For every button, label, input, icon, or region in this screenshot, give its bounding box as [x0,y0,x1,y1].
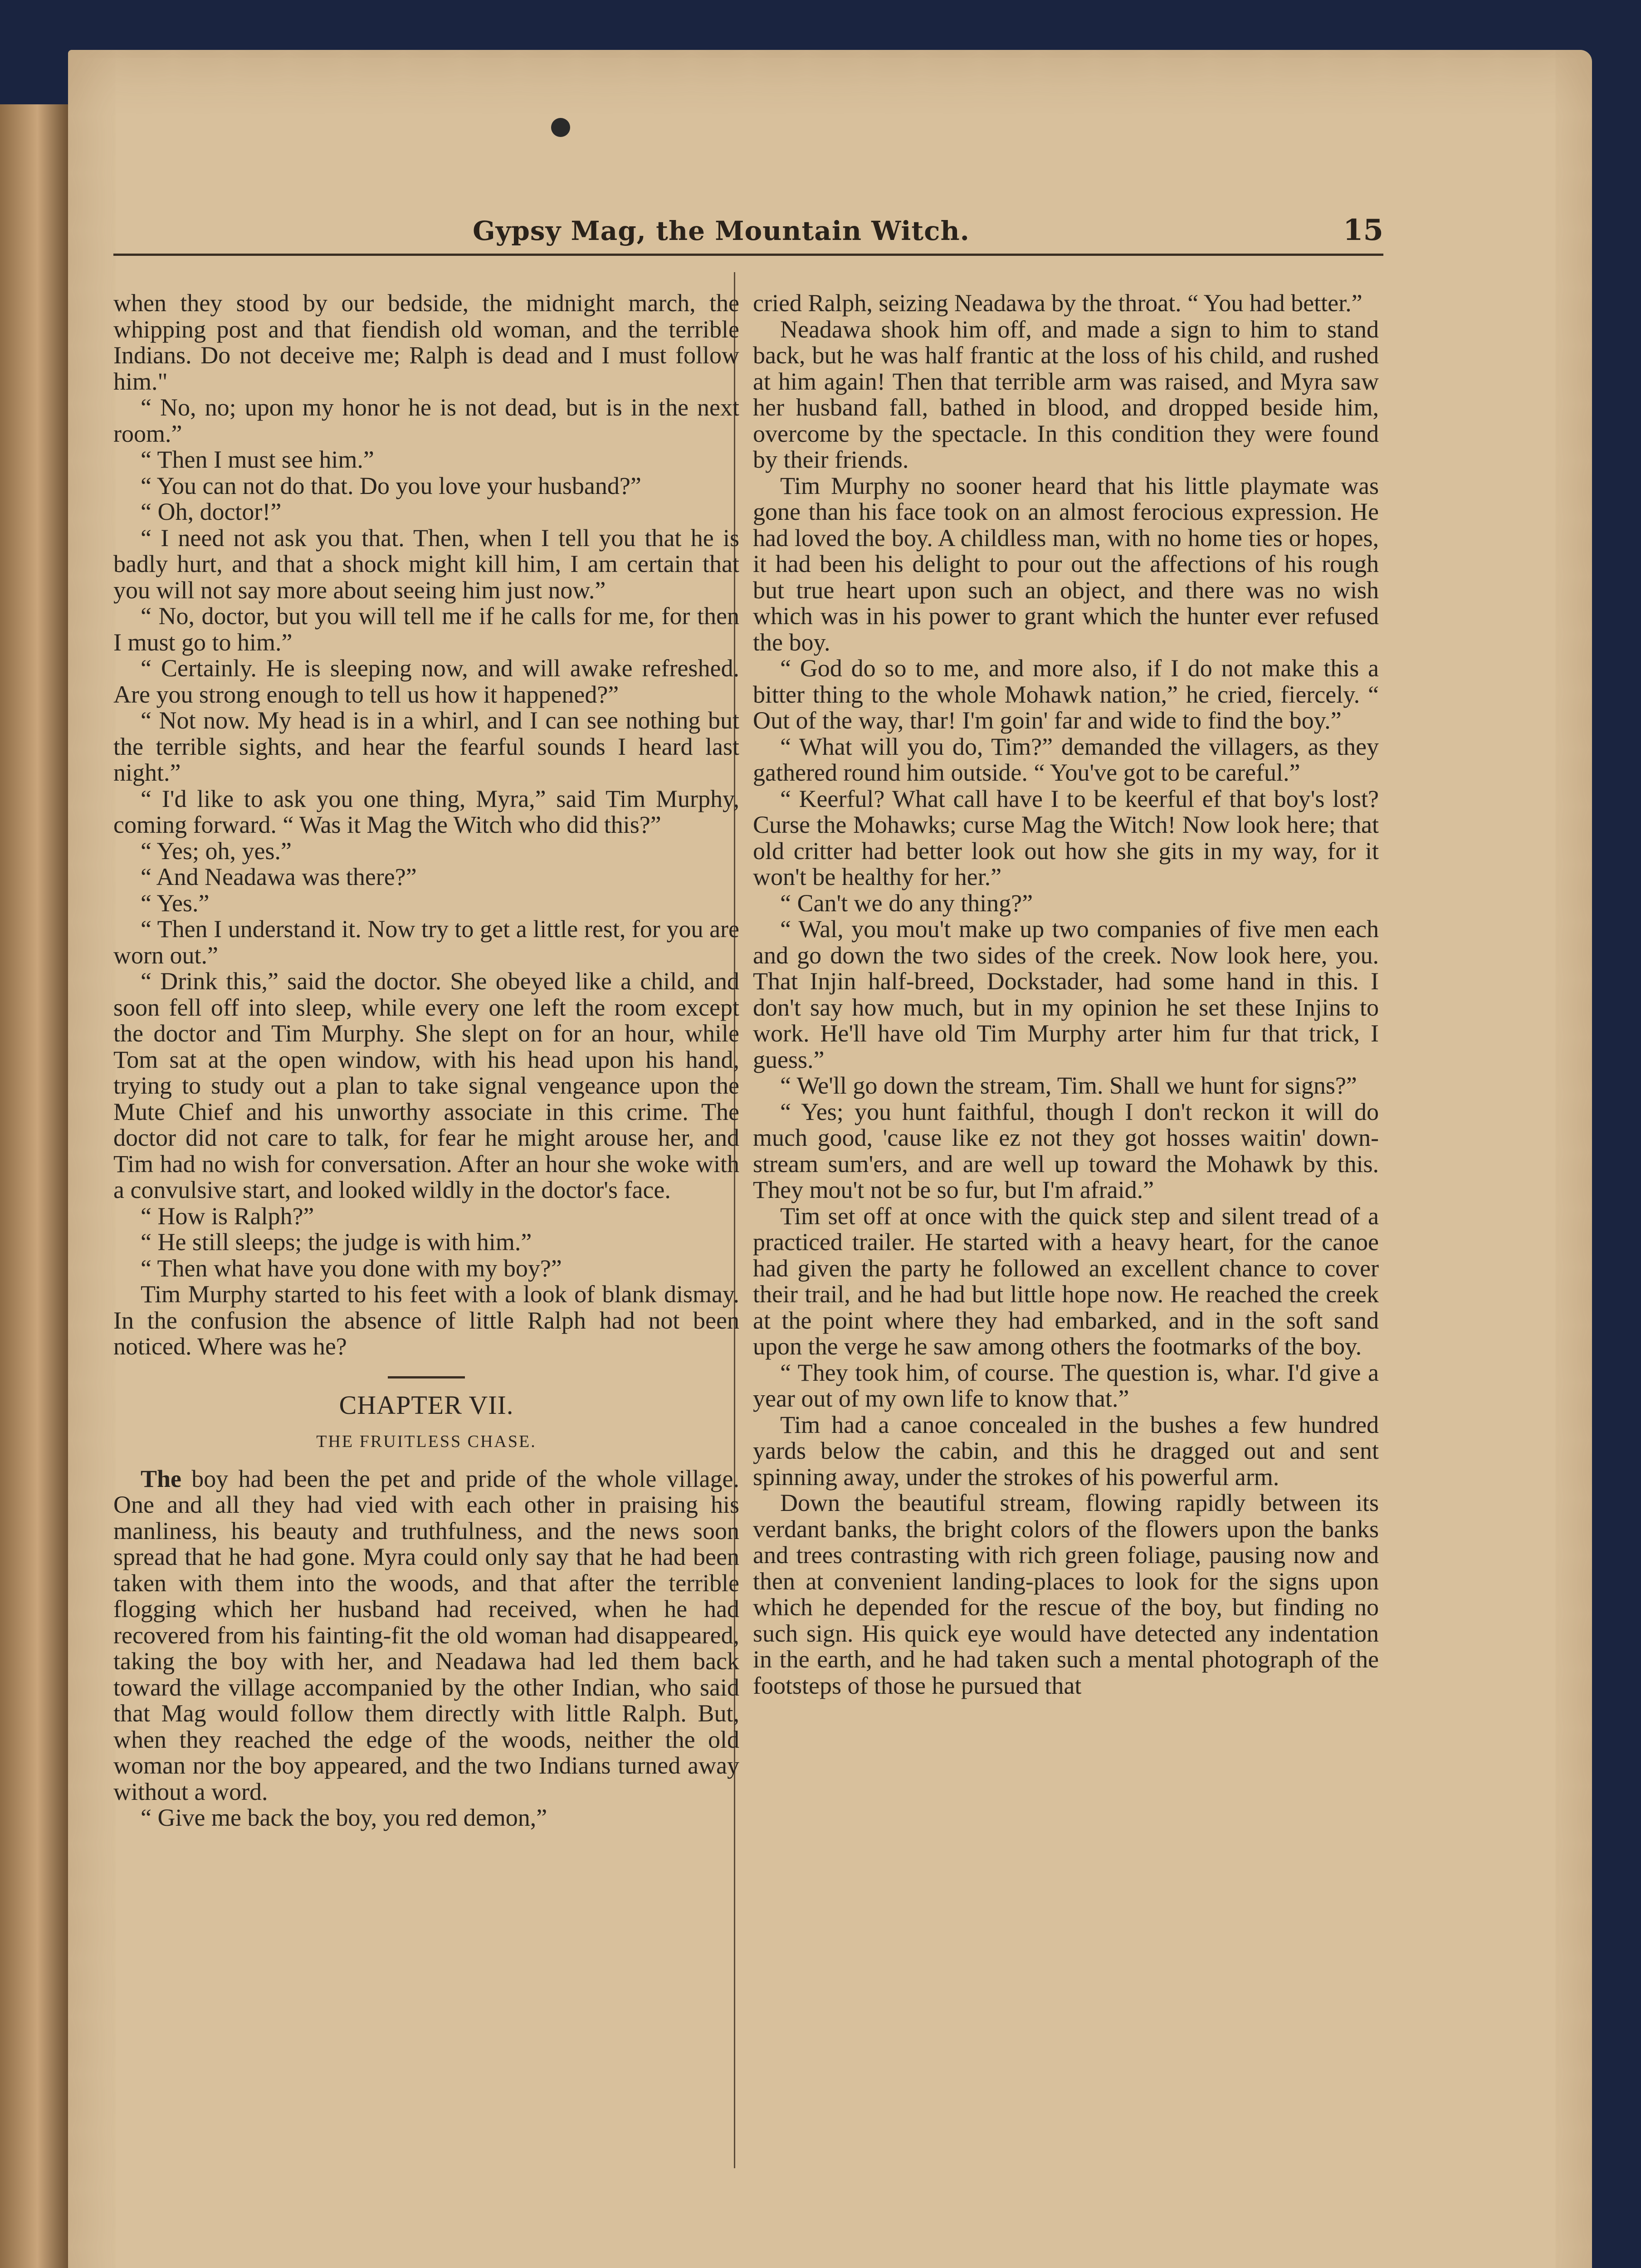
paragraph: “ We'll go down the stream, Tim. Shall we hunt for signs?” [780,1072,1357,1099]
paragraph: “ Yes.” [141,889,210,917]
paragraph: “ Yes; you hunt faithful, though I don't reckon it will do much good, 'cause like ez not they got hosses waitin' down-stream sum'ers, and are well up toward the Mohawk by this. They mou't not be so fur, but I'm afraid.” [753,1098,1379,1203]
paragraph: “ No, doctor, but you will tell me if he calls for me, for then I must go to him.” [113,602,739,656]
paragraph: “ Drink this,” said the doctor. She obeyed like a child, and soon fell off into sleep, while every one left the room except the doctor and Tim Murphy. She slept on for an hour, while Tom sat at the open window, with his head upon his hand, trying to study out a plan to take signal vengeance upon the Mute Chief and his unworthy associate in this crime. The doctor did not care to talk, for fear he might arouse her, and Tim had no wish for conversation. After an hour she woke with a convulsive start, and looked wildly in the doctor's face. [113,968,739,1203]
chapter-subtitle: THE FRUITLESS CHASE. [316,1432,537,1451]
facing-page-edge [0,104,68,2268]
paragraph: “ No, no; upon my honor he is not dead, but is in the next room.” [113,394,739,447]
paragraph: “ Oh, doctor!” [141,498,282,525]
paragraph: “ He still sleeps; the judge is with him.” [141,1228,532,1256]
running-head [113,213,1383,256]
left-column [113,290,739,1831]
paragraph: Tim had a canoe concealed in the bushes a few hundred yards below the cabin, and this he dragged out and sent spinning away, under the strokes of his powerful arm. [753,1411,1379,1491]
paragraph: “ You can not do that. Do you love your husband?” [141,472,641,499]
paragraph: “ Keerful? What call have I to be keerful ef that boy's lost? Curse the Mohawks; curse Mag the Witch! Now look here; that old critter had better look out how she gits in my way, for it won't be healthy for her.” [753,785,1379,890]
chapter-first-word: The [141,1465,182,1492]
paragraph: “ Then I must see him.” [141,446,374,473]
paragraph: “ Give me back the boy, you red demon,” [141,1804,547,1831]
page-title: Gypsy Mag, the Mountain Witch. [473,215,970,246]
paragraph: “ And Neadawa was there?” [141,863,417,890]
paragraph: “ What will you do, Tim?” demanded the villagers, as they gathered round him outside. “ You've got to be careful.” [753,733,1379,786]
paragraph: “ Then I understand it. Now try to get a little rest, for you are worn out.” [113,915,739,969]
right-column [753,290,1379,1699]
page-number: 15 [1343,213,1383,247]
paragraph: Tim set off at once with the quick step and silent tread of a practiced trailer. He started with a heavy heart, for the canoe had given the party he followed an excellent chance to cover their trail, and he had but little hope now. He reached the creek at the point where they had embarked, and in the soft sand upon the verge he saw among others the footmarks of the boy. [753,1202,1379,1360]
chapter-rule [388,1376,465,1378]
paragraph: “ Certainly. He is sleeping now, and will awake refreshed. Are you strong enough to tell us how it happened?” [113,655,739,708]
paragraph: Tim Murphy no sooner heard that his little playmate was gone than his face took on an almost ferocious expression. He had loved the boy. A childless man, with no home ties or hopes, it had been his delight to pour out the affections of his rough but true heart upon such an object, and there was no wish which was in his power to grant which the hunter ever refused the boy. [753,472,1379,656]
paragraph: “ How is Ralph?” [141,1202,314,1230]
binding-hole [551,118,570,137]
chapter-opening-paragraph [113,1466,739,1805]
paragraph: “ Yes; oh, yes.” [141,837,292,865]
paragraph: “ They took him, of course. The question is, whar. I'd give a year out of my own life to know that.” [753,1359,1379,1412]
paragraph: “ Then what have you done with my boy?” [141,1254,562,1282]
paragraph: Tim Murphy started to his feet with a look of blank dismay. In the confusion the absence of little Ralph had not been noticed. Where was he? [113,1281,739,1360]
paragraph: cried Ralph, seizing Neadawa by the throat. “ You had better.” [753,289,1363,317]
paragraph: “ God do so to me, and more also, if I do not make this a bitter thing to the whole Mohawk nation,” he cried, fiercely. “ Out of the way, thar! I'm goin' far and wide to find the boy.” [753,655,1379,734]
paragraph: “ Wal, you mou't make up two companies of five men each and go down the two sides of the creek. Now look here, you. That Injin half-breed, Dockstader, had some hand in this. I don't say how much, but in my opinion he set these Injins to work. He'll have old Tim Murphy arter him fur that trick, I guess.” [753,915,1379,1073]
chapter-paragraph-text: boy had been the pet and pride of the whole village. One and all they had vied with each other in praising his manliness, his beauty and truthfulness, and the news soon spread that he had gone. Myra could only say that he had been taken with them into the woods, and that after the terrible flogging which her husband had received, when he had recovered from his fainting-fit the old woman had disappeared, taking the boy with her, and Neadawa had led them back toward the village accompanied by the other Indian, who said that Mag would follow them directly with little Ralph. But, when they reached the edge of the woods, neither the old woman nor the boy appeared, and the two Indians turned away without a word. [113,1465,739,1805]
paragraph: “ I need not ask you that. Then, when I tell you that he is badly hurt, and that a shock might kill him, I am certain that you will not say more about seeing him just now.” [113,524,739,604]
paragraph: Neadawa shook him off, and made a sign to him to stand back, but he was half frantic at the loss of his child, and rushed at him again! Then that terrible arm was raised, and Myra saw her husband fall, bathed in blood, and dropped beside him, overcome by the spectacle. In this condition they were found by their friends. [753,315,1379,473]
paragraph: Down the beautiful stream, flowing rapidly between its verdant banks, the bright colors of the flowers upon the banks and trees contrasting with rich green foliage, pausing now and then at convenient landing-places to look for the signs upon which he depended for the rescue of the boy, but finding no such sign. His quick eye would have detected any indentation in the earth, and he had taken such a mental photograph of the footsteps of those he pursued that [753,1489,1379,1699]
chapter-heading: CHAPTER VII. [339,1390,514,1420]
paragraph: “ I'd like to ask you one thing, Myra,” said Tim Murphy, coming forward. “ Was it Mag the Witch who did this?” [113,785,739,838]
paragraph: when they stood by our bedside, the midnight march, the whipping post and that fiendish old woman, and the terrible Indians. Do not deceive me; Ralph is dead and I must follow him." [113,289,739,395]
paragraph: “ Not now. My head is in a whirl, and I can see nothing but the terrible sights, and hear the fearful sounds I heard last night.” [113,707,739,786]
paragraph: “ Can't we do any thing?” [780,889,1033,917]
